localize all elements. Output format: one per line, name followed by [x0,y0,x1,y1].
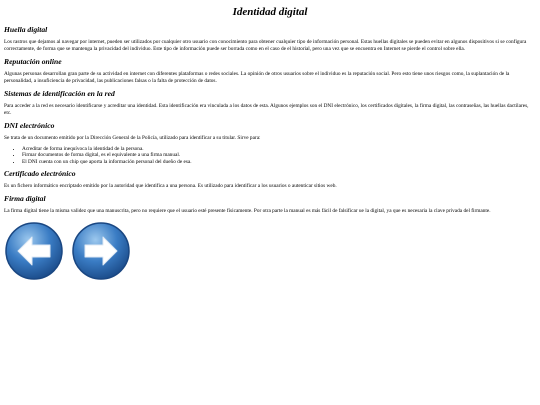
section-text: Se trata de un documento emitido por la Dirección General de la Policía, utilizado para identificar a su titular. Sirve para: [4,135,261,141]
section-firma-digital [4,194,536,215]
section-heading: Reputación online [4,57,62,66]
list-item: • Firmar documentos de forma digital, es el equivalente a una firma manual. [22,152,536,158]
back-button[interactable] [4,221,64,281]
section-text: Los rastros que dejamos al navegar por internet, pueden ser utilizados por cualquier otro usuario con conocimiento para obtener cualquier tipo de información personal. Estas huellas digitales se pueden evitar en algunos dispositivos si se configura correctamente, de forma que se mantenga la privacidad del individuo. Este tipo de información puede ser borrada como en el caso de el historial, pero una vez que se encuentra en Internet se pierde el control sobre ella. [4,39,527,52]
section-heading: Sistemas de identificación en la red [4,89,115,98]
section-heading: Huella digital [4,25,48,34]
section-heading: Certificado electrónico [4,169,76,179]
section-certificado-electronico [4,169,536,190]
section-text: Es un fichero informático encriptado emitido por la autoridad que identifica a una persona. Es utilizado para identificar a los usuarios o autenticar sitios web. [4,183,337,190]
section-heading: DNI electrónico [4,121,55,130]
bullet-list [4,146,536,165]
section-sistemas-identificacion [4,89,536,117]
section-text: Para acceder a la red es necesario identificarse y acreditar una identidad. Esta identificación era vinculada a los datos de esta. Algunos ejemplos son el DNI electrónico, los certificados digitales, la firma digital, las contraseñas, las huellas dactilares, etc. [4,103,529,116]
arrow-left-icon [4,221,64,281]
section-reputacion-online [4,57,536,85]
section-text: La firma digital tiene la misma validez que una manuscrita, pero no requiere que el usuario esté presente físicamente. Por otra parte la manual es más fácil de falsificar ue la digital, ya que es necesaria la clave privada del firmante. [4,208,491,215]
navigation-buttons [4,221,536,281]
forward-button[interactable] [71,221,131,281]
section-text: Algunas personas desarrollan gran parte de su actividad en internet con diferentes plataformas o redes sociales. La opinión de otros usuarios sobre el individuo es la reputación social. Pero esto tiene unos riesgos como, la suplantación de la personalidad, a insuficiencia de privacidad, las publicaciones falsas o la falta de protección de datos. [4,71,510,84]
page-title: Identidad digital [232,6,308,18]
list-item: • Acreditar de forma inequívoca la identidad de la persona. [22,146,536,152]
section-huella-digital [4,25,536,53]
section-dni-electronico [4,121,536,165]
section-heading: Firma digital [4,194,46,204]
list-item: • El DNI cuenta con un chip que aporta la información personal del dueño de esa. [22,159,536,165]
arrow-right-icon [71,221,131,281]
